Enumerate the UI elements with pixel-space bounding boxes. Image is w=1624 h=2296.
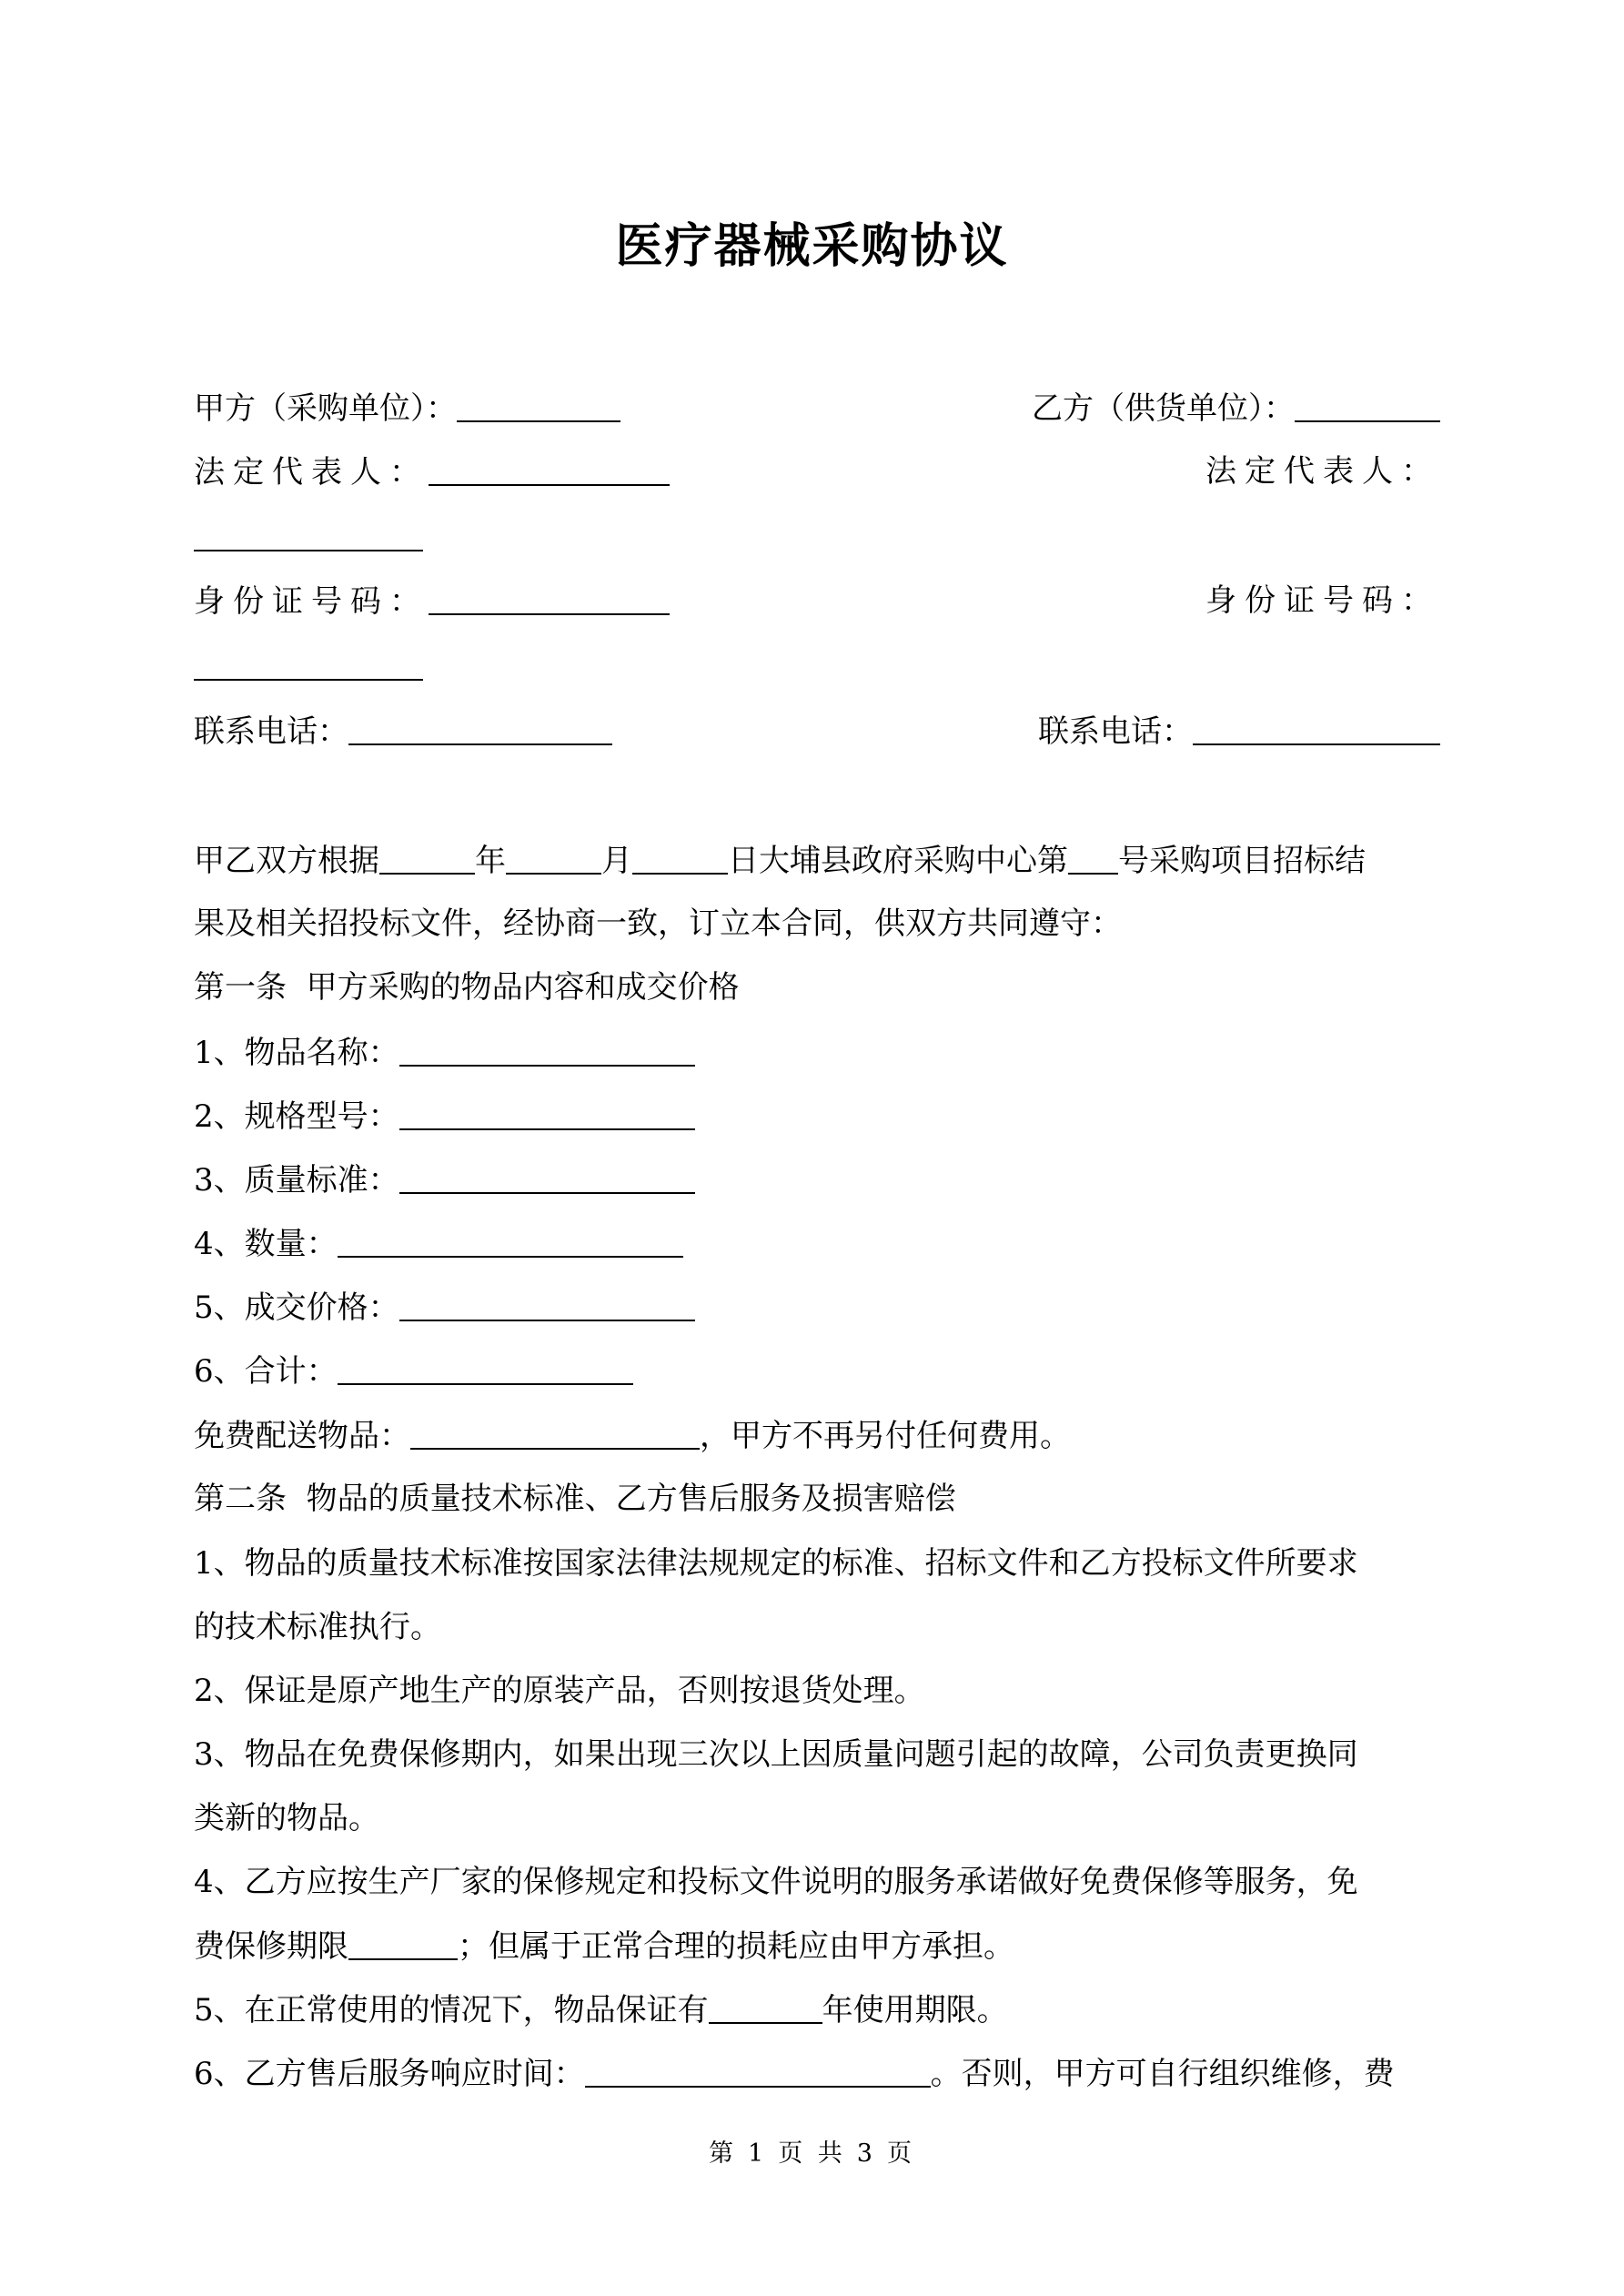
- number-text: 号采购项目招标结: [1118, 843, 1366, 879]
- party-b-id-line: [1205, 582, 1440, 619]
- party-b-id-blank[interactable]: [194, 648, 423, 681]
- service-life-suffix: 年使用期限。: [822, 1992, 1008, 2028]
- footer-post: 页: [886, 2139, 915, 2168]
- party-a-name-label: 甲方（采购单位）：: [194, 390, 457, 427]
- party-b-phone-line: [1038, 713, 1440, 750]
- party-a-rep-blank[interactable]: [429, 453, 670, 486]
- party-b-rep-blank-line: [194, 519, 1440, 556]
- free-delivery-suffix: ，甲方不再另付任何费用。: [700, 1418, 1071, 1454]
- party-a-id-blank[interactable]: [429, 582, 670, 615]
- party-a-rep-label: 法定代表人：: [194, 454, 429, 491]
- article-2-heading: 第二条 物品的质量技术标准、乙方售后服务及损害赔偿: [194, 1481, 956, 1517]
- clause-1-line-2: 的技术标准执行。: [194, 1609, 441, 1645]
- free-delivery-line: [194, 1417, 1440, 1454]
- item-name-blank[interactable]: [399, 1034, 695, 1067]
- item-total-label: 6、合计：: [194, 1353, 338, 1390]
- clause-3-line-2: 类新的物品。: [194, 1800, 379, 1836]
- item-name-line: [194, 1034, 1440, 1071]
- day-blank[interactable]: [632, 842, 728, 875]
- month-blank[interactable]: [506, 842, 601, 875]
- response-time-blank[interactable]: [585, 2055, 931, 2088]
- year-label: 年: [475, 843, 506, 879]
- clause-6: [194, 2055, 1440, 2092]
- party-b-name-blank[interactable]: [1295, 389, 1440, 422]
- response-time-label: 6、乙方售后服务响应时间：: [194, 2056, 585, 2092]
- item-total-line: [194, 1352, 1440, 1390]
- party-b-name-line: [1032, 389, 1440, 427]
- party-a-phone-label: 联系电话：: [194, 713, 348, 750]
- item-quality-label: 3、质量标准：: [194, 1162, 399, 1199]
- item-quality-blank[interactable]: [399, 1161, 695, 1194]
- service-life-label: 5、在正常使用的情况下，物品保证有: [194, 1992, 709, 2028]
- preamble-line-2: 果及相关招投标文件，经协商一致，订立本合同，供双方共同遵守：: [194, 905, 1122, 942]
- party-b-name-label: 乙方（供货单位）：: [1032, 390, 1295, 427]
- item-price-label: 5、成交价格：: [194, 1290, 399, 1326]
- party-b-rep-label: 法定代表人：: [1205, 453, 1440, 490]
- party-a-name-blank[interactable]: [457, 389, 620, 422]
- party-b-phone-blank[interactable]: [1193, 713, 1440, 745]
- clause-2: 2、保证是原产地生产的原装产品，否则按退货处理。: [194, 1673, 925, 1709]
- footer-mid: 页 共: [778, 2139, 846, 2168]
- year-blank[interactable]: [379, 842, 475, 875]
- footer-pre: 第: [709, 2139, 738, 2168]
- warranty-period-blank[interactable]: [348, 1927, 458, 1960]
- preamble-line-1: [194, 842, 1440, 879]
- total-page-number: 3: [856, 2139, 876, 2168]
- party-a-phone-blank[interactable]: [348, 713, 612, 745]
- free-delivery-label: 免费配送物品：: [194, 1418, 410, 1454]
- item-price-blank[interactable]: [399, 1289, 695, 1321]
- article-1-heading: 第一条 甲方采购的物品内容和成交价格: [194, 969, 740, 1006]
- document-title: 医疗器械采购协议: [615, 219, 1009, 274]
- party-b-id-label: 身份证号码：: [1205, 582, 1440, 619]
- clause-4-line-1: 4、乙方应按生产厂家的保修规定和投标文件说明的服务承诺做好免费保修等服务，免: [194, 1864, 1358, 1900]
- page-footer: [0, 2133, 1624, 2169]
- item-total-blank[interactable]: [338, 1352, 633, 1385]
- item-quantity-blank[interactable]: [338, 1225, 683, 1258]
- item-price-line: [194, 1289, 1440, 1326]
- party-a-id-label: 身份证号码：: [194, 583, 429, 620]
- service-life-blank[interactable]: [709, 1991, 822, 2024]
- free-delivery-blank[interactable]: [410, 1417, 700, 1450]
- item-name-label: 1、物品名称：: [194, 1035, 399, 1071]
- response-time-suffix: 。否则，甲方可自行组织维修，费: [930, 2056, 1395, 2092]
- project-number-blank[interactable]: [1068, 842, 1118, 875]
- current-page-number: 1: [748, 2139, 768, 2168]
- party-b-rep-blank[interactable]: [194, 519, 423, 551]
- warranty-period-label: 费保修期限: [194, 1928, 348, 1965]
- warranty-period-suffix: ；但属于正常合理的损耗应由甲方承担。: [458, 1928, 1014, 1965]
- clause-3-line-1: 3、物品在免费保修期内，如果出现三次以上因质量问题引起的故障，公司负责更换同: [194, 1736, 1358, 1773]
- item-spec-blank[interactable]: [399, 1097, 695, 1130]
- clause-5: [194, 1991, 1440, 2028]
- party-b-rep-line: [1205, 453, 1440, 490]
- clause-4-line-2: [194, 1927, 1440, 1965]
- day-text: 日大埔县政府采购中心第: [728, 843, 1068, 879]
- item-quality-line: [194, 1161, 1440, 1199]
- item-spec-line: [194, 1097, 1440, 1135]
- month-label: 月: [601, 843, 632, 879]
- clause-1-line-1: 1、物品的质量技术标准按国家法律法规规定的标准、招标文件和乙方投标文件所要求: [194, 1545, 1358, 1582]
- party-b-id-blank-line: [194, 648, 1440, 685]
- item-quantity-line: [194, 1225, 1440, 1262]
- party-b-phone-label: 联系电话：: [1038, 713, 1193, 750]
- item-spec-label: 2、规格型号：: [194, 1098, 399, 1135]
- preamble-text: 甲乙双方根据: [194, 843, 379, 879]
- item-quantity-label: 4、数量：: [194, 1226, 338, 1262]
